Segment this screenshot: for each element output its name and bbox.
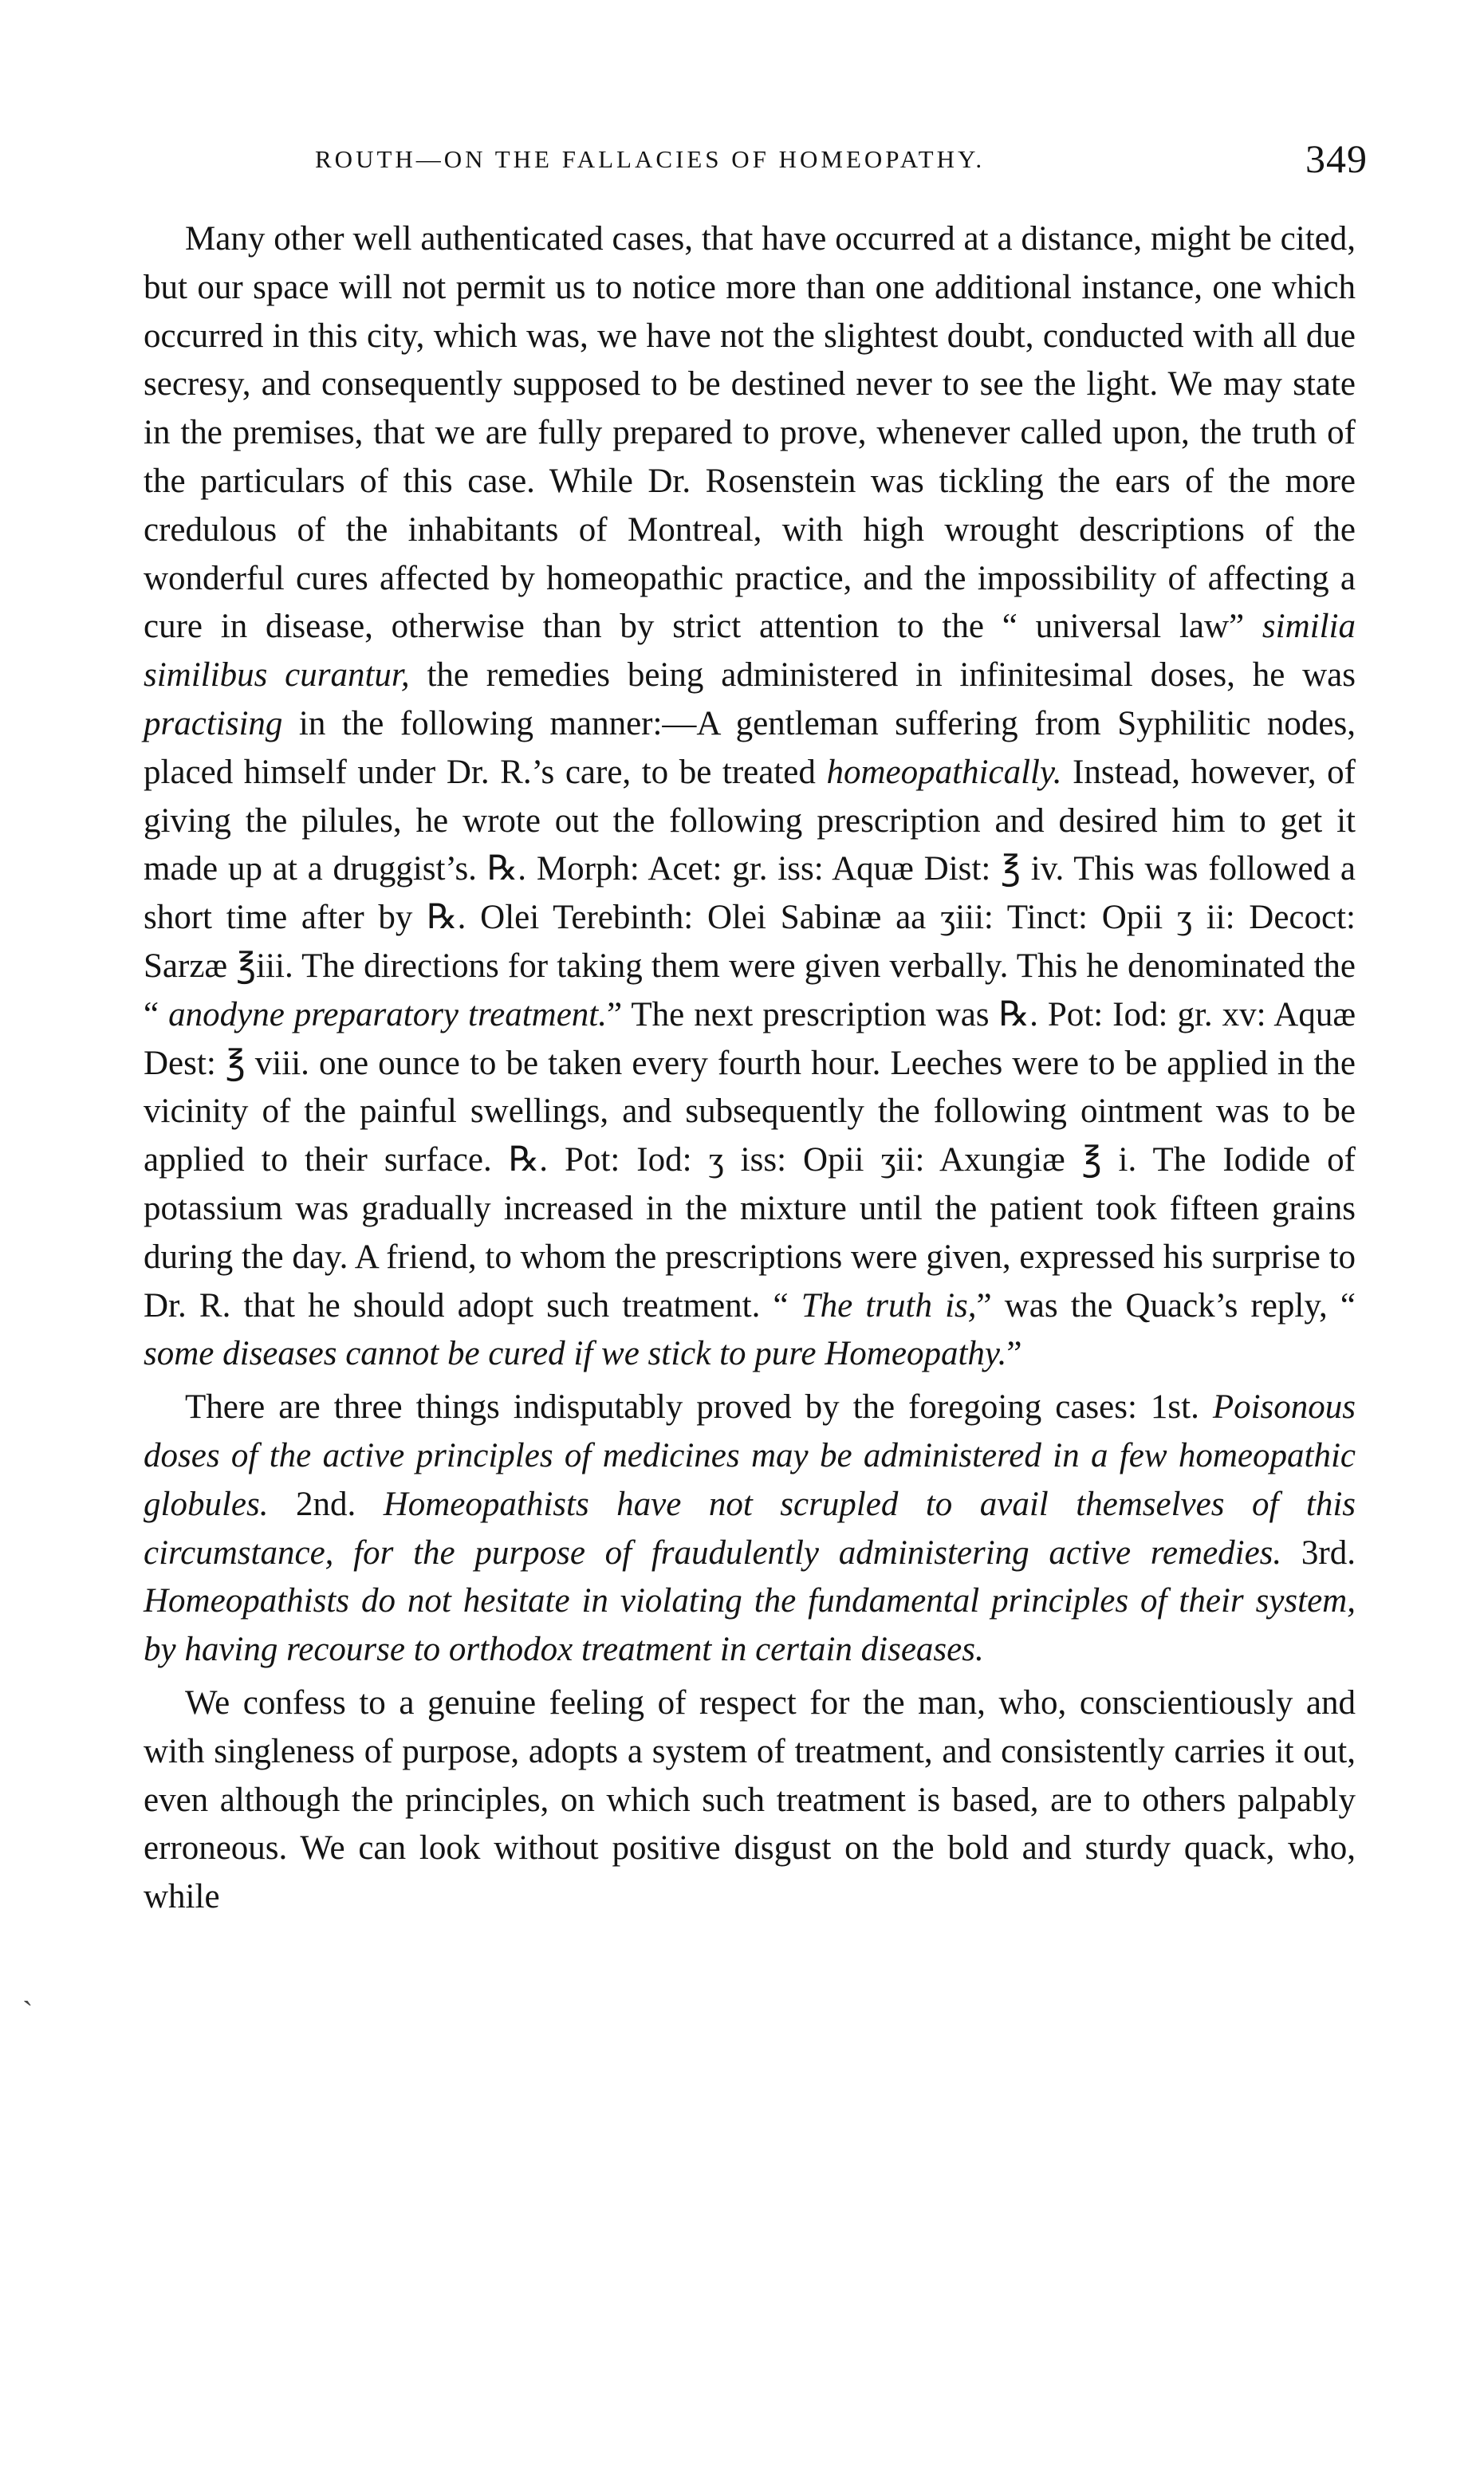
text-run: ” The next prescription was ℞. Pot: Iod: gr. xv: Aquæ Dest: ℥ viii. one ounce to be taken every fourth hour. Leeches were to be applied in the vicinity of the painful swellings, and subsequently the following ointment was to be applied to their surface. ℞. Pot: Iod: ʒ iss: Opii ʒii: Axungiæ ℥ i. The Iodide of potassium was gradually increased in the mixture until the patient took fifteen grains during the day. A friend, to whom the prescriptions were given, expressed his surprise to Dr. R. that he should adopt such treatment. “ [144,995,1356,1325]
italic-run: similia similibus curantur, [144,608,1356,695]
italic-run: Poisonous doses of the active principles of medicines may be administered in a few homeopathic globules. [144,1388,1356,1523]
italic-run: Homeopathists do not hesitate in violating the fundamental principles of their system, by having recourse to orthodox treatment in certain diseases. [144,1582,1356,1669]
italic-run: The truth is, [801,1286,977,1325]
text-run: ” was the Quack’s reply, “ [976,1286,1356,1325]
text-run: Many other well authenticated cases, that have occurred at a distance, might be cited, but our space will not permit us to notice more than one additional instance, one which occurred in this city, which was, we have not the slightest doubt, conducted with all due secresy, and consequently supposed to be destined never to see the light. We may state in the premises, that we are fully prepared to prove, whenever called upon, the truth of the particulars of this case. While Dr. Rosenstein was tickling the ears of the more credulous of the inhabitants of Montreal, with high wrought descriptions of the wonderful cures affected by homeopathic practice, and the impossibility of affecting a cure in disease, otherwise than by strict attention to the “ universal law” [144,220,1356,646]
running-title: ROUTH—ON THE FALLACIES OF HOMEOPATHY. [315,145,986,173]
italic-run: Homeopathists have not scrupled to avail themselves of this circumstance, for the purpose of fraudulently administering active remedies. [144,1485,1356,1572]
text-run: ” [1006,1335,1022,1373]
text-run: 2nd. [268,1485,384,1523]
page-number: 349 [1305,136,1368,181]
text-run: the remedies being administered in infinitesimal doses, he was [409,656,1356,695]
text-run: 3rd. [1281,1533,1356,1572]
italic-run: homeopathically. [826,753,1062,791]
text-run: There are three things indisputably proved by the foregoing cases: 1st. [185,1388,1213,1427]
italic-run: anodyne preparatory treatment. [168,995,607,1033]
italic-run: some diseases cannot be cured if we stick to pure Homeopathy. [144,1335,1007,1373]
italic-run: practising [144,704,283,742]
margin-mark: ` [22,1994,33,2030]
paragraph-conclusions [144,1384,1356,1675]
paragraph-case-report [144,215,1356,1379]
page-header [315,128,1368,181]
text-run: in the following manner:—A gentleman suffering from Syphilitic nodes, placed himself under Dr. R.’s care, to be treated [144,704,1356,791]
text-run: Instead, however, of giving the pilules, he wrote out the following prescription and desired him to get it made up at a druggist’s. ℞. Morph: Acet: gr. iss: Aquæ Dist: ℥ iv. This was followed a short time after by ℞. Olei Terebinth: Olei Sabinæ aa ʒiii: Tinct: Opii ʒ ii: Decoct: Sarzæ ℥iii. The directions for taking them were given verbally. This he denominated the “ [144,753,1356,1033]
paragraph-confession: We confess to a genuine feeling of respect for the man, who, conscientiously and with singleness of purpose, adopts a system of treatment, and consistently carries it out, even although the principles, on which such treatment is based, are to others palpably erroneous. We can look without positive disgust on the bold and sturdy quack, who, while [144,1683,1356,1916]
body-text [144,215,1356,1922]
